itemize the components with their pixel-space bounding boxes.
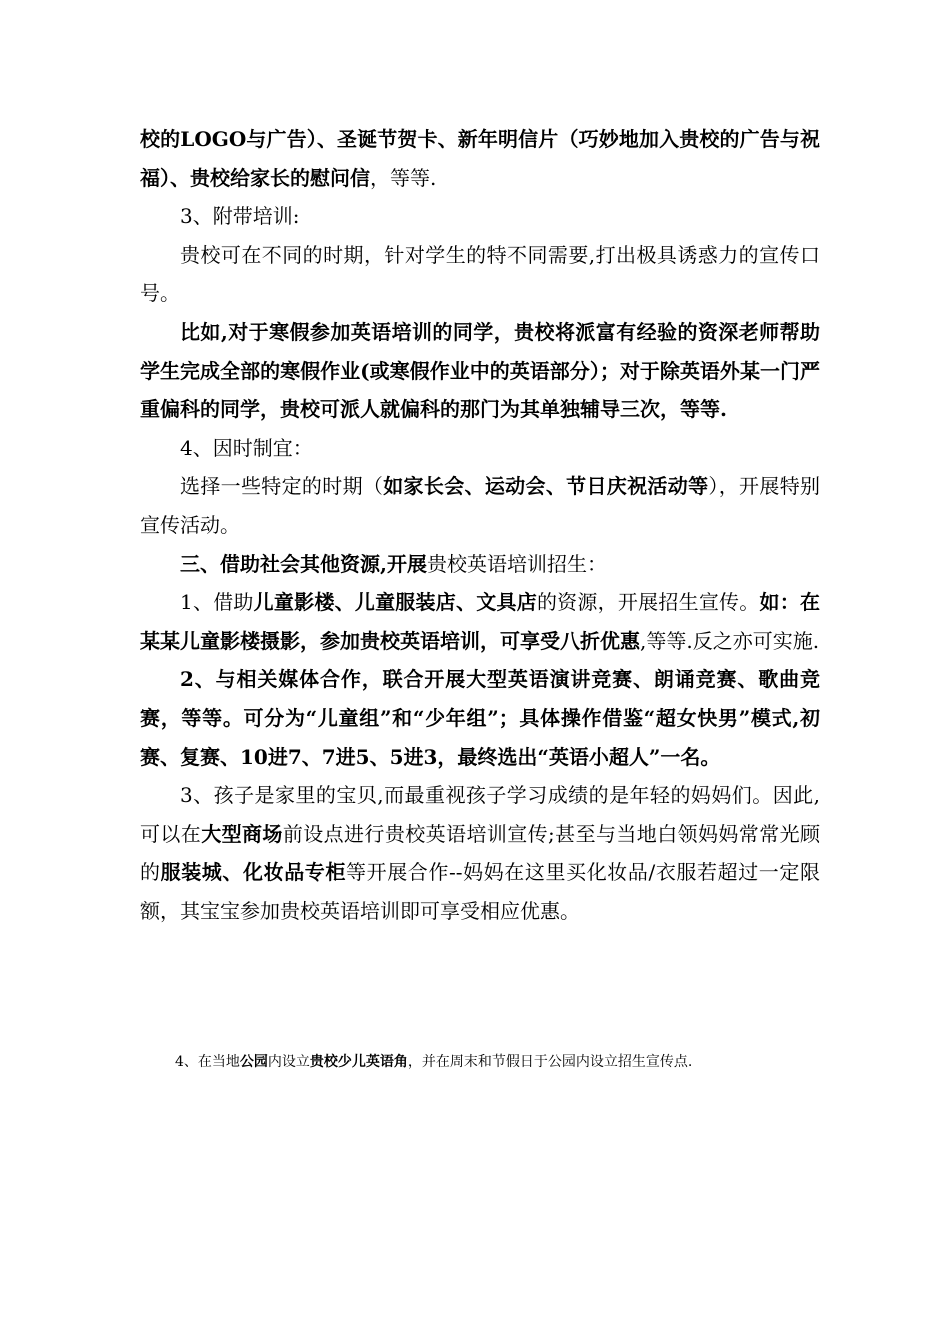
text-run: 4、因时制宜：	[180, 435, 313, 460]
text-run: 贵校少儿英语角	[309, 1054, 408, 1070]
heading-3-attached-training	[140, 197, 820, 236]
text-run: 公园	[239, 1054, 268, 1070]
text-run: 4、在当地	[175, 1054, 240, 1070]
text-run: 贵校可在不同的时期，针对学生的特不同需要,打出极具诱惑力的宣传口号。	[140, 242, 820, 306]
text-run: 儿童影楼、儿童服装店、文具店	[253, 590, 537, 615]
text-run: 内设立	[267, 1054, 310, 1070]
para-special-periods	[140, 467, 820, 544]
para-intro-continued	[140, 120, 820, 197]
text-run: 2、与相关媒体合作，联合开展大型英语演讲竞赛、朗诵竞赛、歌曲竞赛，等等。可分为“儿童组”和“少年组”；具体操作借鉴“超女快男”模式,初赛、复赛、10进7、7进5、5进3，最终选出“英语小超人”一名。	[140, 667, 820, 769]
heading-4-timing	[140, 429, 820, 468]
text-run: 服装城、化妆品专柜	[160, 860, 346, 885]
text-run: 如：在某某儿童影楼摄影，参加贵校英语培训，可享受八折优惠	[140, 590, 820, 653]
text-run: 3、附带培训:	[180, 204, 300, 229]
para-item-1	[140, 583, 820, 660]
text-run: 等开展合作--妈妈在这里买化妆品/衣服若超过一定限额，其宝宝参加贵校英语培训即可享受相应优惠。	[140, 860, 821, 923]
text-run: 选择一些特定的时期（	[180, 474, 384, 499]
text-run: 前设点进行贵校英语培训宣传;甚至与当地白领妈妈常常光顾的	[140, 821, 821, 885]
text-run: 的资源，开展招生宣传。	[536, 590, 760, 615]
heading-section-3	[140, 545, 820, 584]
text-run: ,等等.反之亦可实施.	[640, 628, 820, 653]
text-run: 贵校英语培训招生：	[426, 551, 607, 576]
text-run: 大型商场	[201, 821, 283, 846]
text-run: 1、借助	[180, 590, 254, 615]
text-run: ，等等.	[370, 165, 437, 190]
text-run: 三、借助社会其他资源,开展	[180, 551, 427, 576]
text-run: 比如,对于寒假参加英语培训的同学，贵校将派富有经验的资深老师帮助学生完成全部的寒假作业(或寒假作业中的英语部分）；对于除英语外某一门严重偏科的同学，贵校可派人就偏科的那门为其单独辅导三次，等等.	[140, 319, 820, 422]
text-run: 校的LOGO与广告）、圣诞节贺卡、新年明信片（巧妙地加入贵校的广告与祝福）、贵校给家长的慰问信	[140, 127, 820, 190]
text-run: 如家长会、运动会、节日庆祝活动等	[383, 474, 709, 499]
para-slogan	[140, 236, 820, 313]
text-run: ，并在周末和节假日于公园内设立招生宣传点.	[407, 1054, 693, 1070]
document-body	[140, 120, 820, 930]
para-item-2	[140, 660, 820, 776]
text-run: ），开展特别宣传活动。	[140, 474, 821, 537]
item-4-park-line	[175, 1052, 835, 1072]
text-run: 3、孩子是家里的宝贝,而最重视孩子学习成绩的是年轻的妈妈们。因此,可以在	[140, 783, 820, 846]
para-example-winter	[140, 313, 820, 429]
para-item-3	[140, 776, 820, 930]
